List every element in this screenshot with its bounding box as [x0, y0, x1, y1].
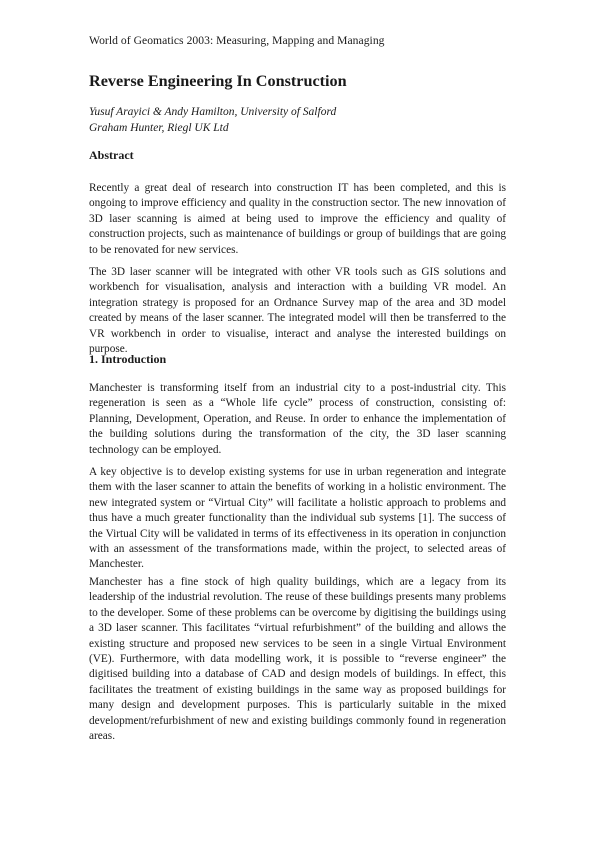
paper-title: Reverse Engineering In Construction: [89, 72, 347, 90]
body-paragraph: Manchester is transforming itself from an industrial city to a post-industrial city. This regeneration is seen as a “Whole life cycle” process of construction, consisting of: Planning, Development, Operation, and Reuse. In order to enhance the implementation of the building solutions during the transformation of the city, the 3D laser scanning technology can be employed.: [89, 382, 506, 456]
introduction-heading: 1. Introduction: [89, 352, 167, 366]
body-paragraph: A key objective is to develop existing systems for use in urban regeneration and integrate them with the laser scanner to attain the benefits of working in a holistic environment. The new integrated system or “Virtual City” will facilitate a holistic approach to problems and thus have a much greater functionality than the individual sub systems [1]. The success of the Virtual City will be validated in terms of its effectiveness in its operation in conjunction with an assessment of the transformations made, within the project, to selected areas of Manchester.: [89, 466, 506, 571]
author-line: Yusuf Arayici & Andy Hamilton, University of Salford: [89, 106, 337, 118]
author-line: Graham Hunter, Riegl UK Ltd: [89, 122, 229, 134]
abstract-paragraph: The 3D laser scanner will be integrated with other VR tools such as GIS solutions and workbench for visualisation, analysis and interaction with a building VR model. An integration strategy is proposed for an Ordnance Survey map of the area and 3D model created by means of the laser scanner. The integrated model will then be transferred to the VR workbench in order to visualise, interact and analyse the interested buildings on purpose.: [89, 266, 506, 356]
body-paragraph: Manchester has a fine stock of high quality buildings, which are a legacy from its leadership of the industrial revolution. The reuse of these buildings presents many problems to the developer. Some of these problems can be overcome by digitising the buildings using a 3D laser scanner. This facilitates “virtual refurbishment” of the building and allows the existing structure and proposed new services to be seen in a single Virtual Environment (VE). Furthermore, with data modelling work, it is possible to “reverse engineer” the digitised building into a database of CAD and design models of buildings. In effect, this facilitates the treatment of existing buildings in the same way as proposed buildings for many design and development purposes. This is particularly suitable in the mixed development/refurbishment of new and existing buildings commonly found in regeneration areas.: [89, 576, 506, 743]
author-block: [89, 104, 336, 136]
running-head: World of Geomatics 2003: Measuring, Mapping and Managing: [89, 34, 385, 47]
abstract-paragraph: Recently a great deal of research into construction IT has been completed, and this is ongoing to improve efficiency and quality in the construction sector. The new innovation of 3D laser scanning is aimed at being used to improve the efficiency and quality of construction projects, such as maintenance of buildings or group of buildings that are going to be renovated for new services.: [89, 182, 506, 256]
abstract-heading: Abstract: [89, 148, 134, 162]
